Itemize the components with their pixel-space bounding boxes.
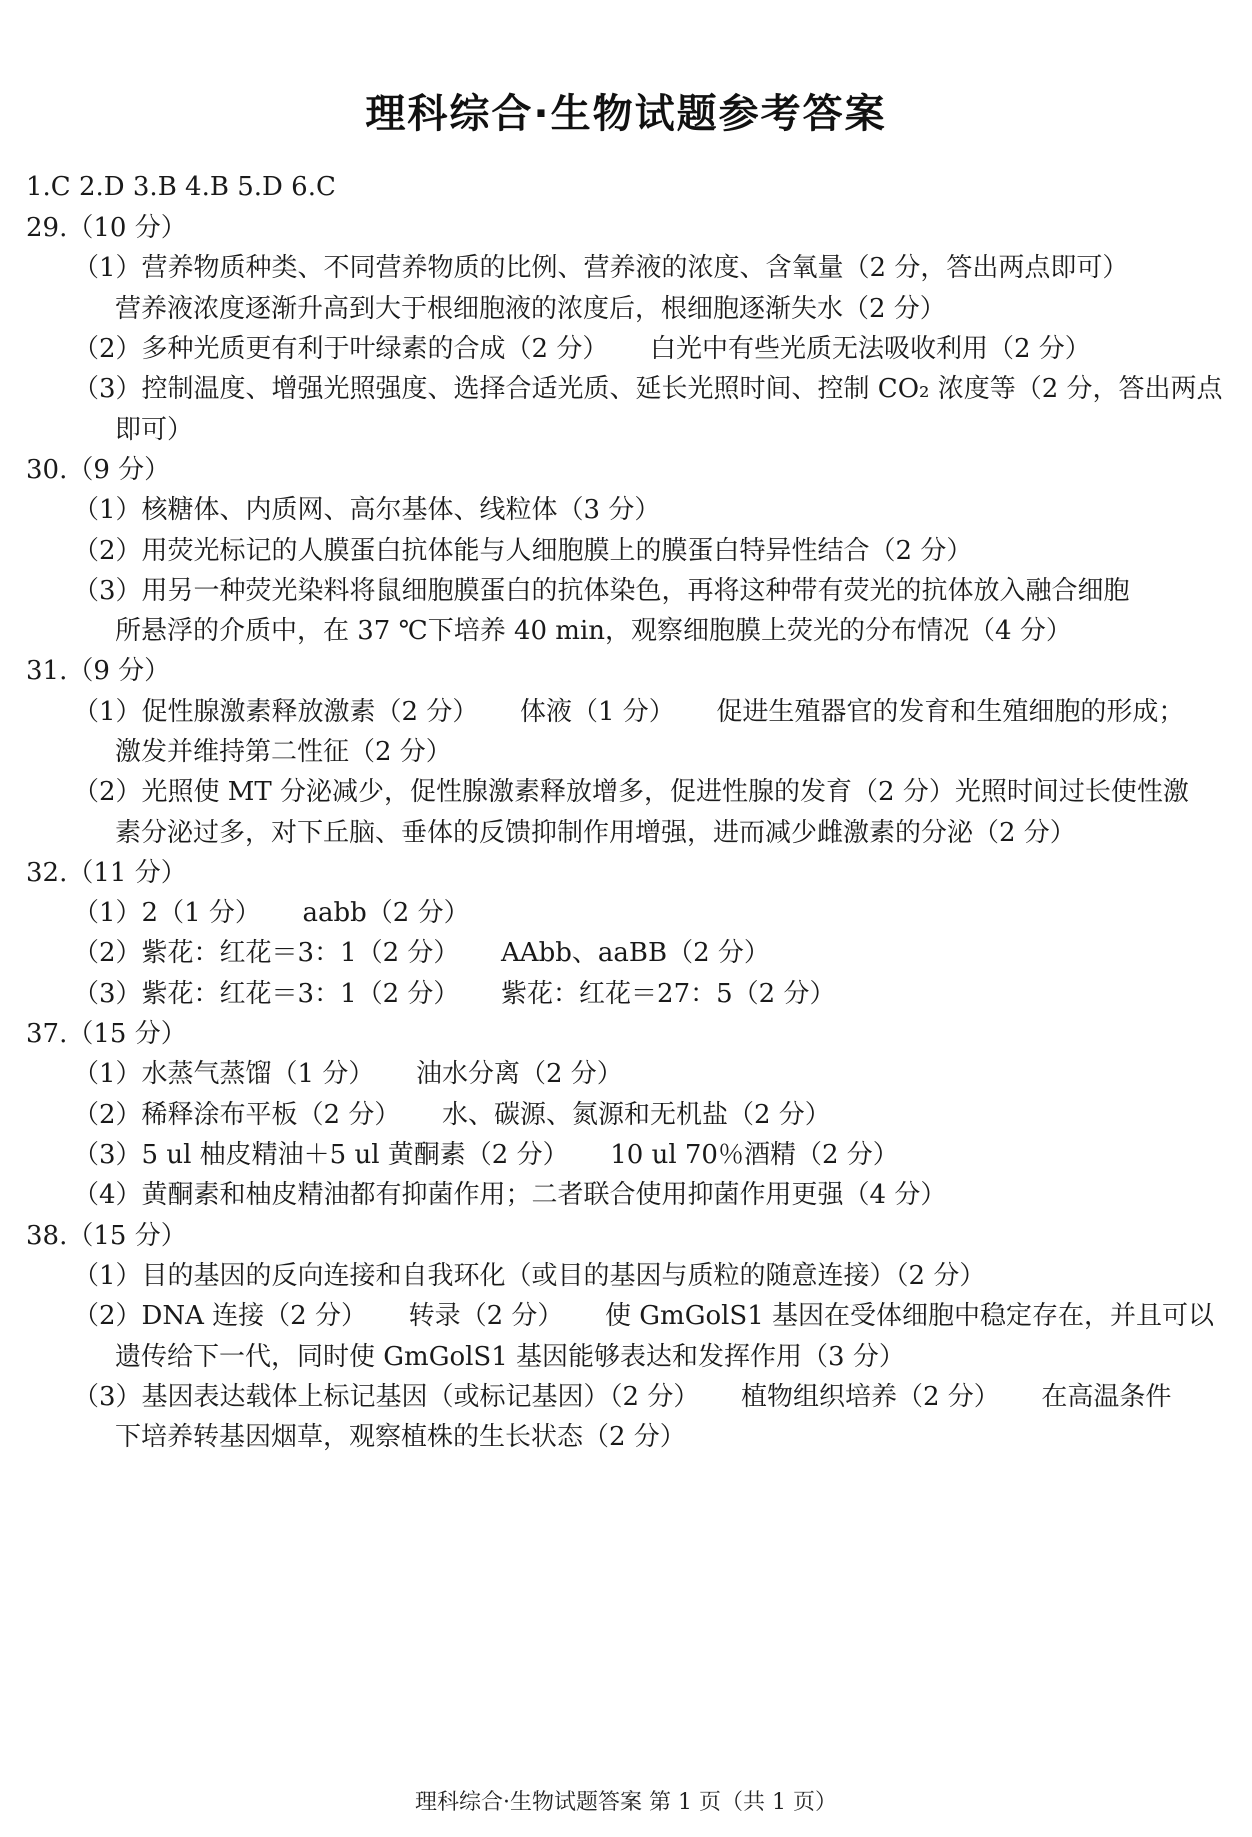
q38-answer-2b: 转录（2 分） <box>408 1301 564 1331</box>
q32-answer-2a: （2）紫花：红花＝3：1（2 分） <box>73 938 460 968</box>
question-38-header: 38.（15 分） <box>26 1221 187 1251</box>
q37-answer-2 <box>73 1098 831 1132</box>
q29-answer-1-cont: 营养液浓度逐渐升高到大于根细胞液的浓度后，根细胞逐渐失水（2 分） <box>115 294 946 324</box>
q38-answer-2 <box>73 1299 1214 1333</box>
q38-answer-3 <box>73 1380 1171 1414</box>
q31-answer-2-cont: 素分泌过多，对下丘脑、垂体的反馈抑制作用增强，进而减少雌激素的分泌（2 分） <box>115 818 1076 848</box>
choice-answers: 1.C 2.D 3.B 4.B 5.D 6.C <box>26 172 336 202</box>
q29-answer-2a: （2）多种光质更有利于叶绿素的合成（2 分） <box>73 334 609 364</box>
q32-answer-1a: （1）2（1 分） <box>73 898 261 928</box>
q37-answer-3 <box>73 1138 899 1172</box>
q37-answer-4: （4）黄酮素和柚皮精油都有抑菌作用；二者联合使用抑菌作用更强（4 分） <box>73 1180 947 1210</box>
q30-answer-2: （2）用荧光标记的人膜蛋白抗体能与人细胞膜上的膜蛋白特异性结合（2 分） <box>73 536 973 566</box>
q37-answer-3a: （3）5 ul 柚皮精油＋5 ul 黄酮素（2 分） <box>73 1140 569 1170</box>
q38-answer-3a: （3）基因表达载体上标记基因（或标记基因）（2 分） <box>73 1382 700 1412</box>
q37-answer-2b: 水、碳源、氮源和无机盐（2 分） <box>441 1100 831 1130</box>
q31-answer-1 <box>73 695 1184 729</box>
q37-answer-1a: （1）水蒸气蒸馏（1 分） <box>73 1059 375 1089</box>
question-29-header: 29.（10 分） <box>26 213 187 243</box>
q38-answer-2-cont: 遗传给下一代，同时使 GmGolS1 基因能够表达和发挥作用（3 分） <box>115 1342 905 1372</box>
q31-answer-1c: 促进生殖器官的发育和生殖细胞的形成； <box>716 697 1185 727</box>
q32-answer-1 <box>73 896 470 930</box>
question-37-header: 37.（15 分） <box>26 1019 187 1049</box>
q38-answer-3b: 植物组织培养（2 分） <box>740 1382 1000 1412</box>
q29-answer-1: （1）营养物质种类、不同营养物质的比例、营养液的浓度、含氧量（2 分，答出两点即可） <box>73 253 1129 283</box>
q32-answer-1b: aabb（2 分） <box>302 898 470 928</box>
q37-answer-1b: 油水分离（2 分） <box>415 1059 623 1089</box>
q31-answer-1-cont: 激发并维持第二性征（2 分） <box>115 737 452 767</box>
q32-answer-3a: （3）紫花：红花＝3：1（2 分） <box>73 979 460 1009</box>
q38-answer-3-cont: 下培养转基因烟草，观察植株的生长状态（2 分） <box>115 1422 686 1452</box>
q31-answer-2: （2）光照使 MT 分泌减少，促性腺激素释放增多，促进性腺的发育（2 分）光照时间过长使性激 <box>73 777 1189 807</box>
q38-answer-3c: 在高温条件 <box>1041 1382 1172 1412</box>
q37-answer-3b: 10 ul 70％酒精（2 分） <box>610 1140 899 1170</box>
q29-answer-3: （3）控制温度、增强光照强度、选择合适光质、延长光照时间、控制 CO₂ 浓度等（2 分，答出两点 <box>73 374 1223 404</box>
question-30-header: 30.（9 分） <box>26 455 171 485</box>
q30-answer-3: （3）用另一种荧光染料将鼠细胞膜蛋白的抗体染色，再将这种带有荧光的抗体放入融合细胞 <box>73 576 1130 606</box>
q37-answer-1 <box>73 1057 623 1091</box>
question-31-header: 31.（9 分） <box>26 656 171 686</box>
q38-answer-2c: 使 GmGolS1 基因在受体细胞中稳定存在，并且可以 <box>605 1301 1215 1331</box>
q37-answer-2a: （2）稀释涂布平板（2 分） <box>73 1100 401 1130</box>
q32-answer-2b: AAbb、aaBB（2 分） <box>501 938 770 968</box>
q30-answer-3-cont: 所悬浮的介质中，在 37 ℃下培养 40 min，观察细胞膜上荧光的分布情况（4 分） <box>115 616 1072 646</box>
q38-answer-1: （1）目的基因的反向连接和自我环化（或目的基因与质粒的随意连接）（2 分） <box>73 1261 986 1291</box>
q32-answer-2 <box>73 936 770 970</box>
question-32-header: 32.（11 分） <box>26 858 187 888</box>
q29-answer-2b: 白光中有些光质无法吸收利用（2 分） <box>649 334 1091 364</box>
q31-answer-1a: （1）促性腺激素释放激素（2 分） <box>73 697 479 727</box>
q38-answer-2a: （2）DNA 连接（2 分） <box>73 1301 367 1331</box>
page-footer: 理科综合·生物试题答案 第 1 页（共 1 页） <box>415 1790 837 1815</box>
q30-answer-1: （1）核糖体、内质网、高尔基体、线粒体（3 分） <box>73 495 661 525</box>
q29-answer-2 <box>73 332 1091 366</box>
q31-answer-1b: 体液（1 分） <box>519 697 675 727</box>
q32-answer-3 <box>73 977 835 1011</box>
page-title: 理科综合·生物试题参考答案 <box>365 91 887 137</box>
q32-answer-3b: 紫花：红花＝27：5（2 分） <box>501 979 836 1009</box>
q29-answer-3-cont: 即可） <box>115 415 194 445</box>
